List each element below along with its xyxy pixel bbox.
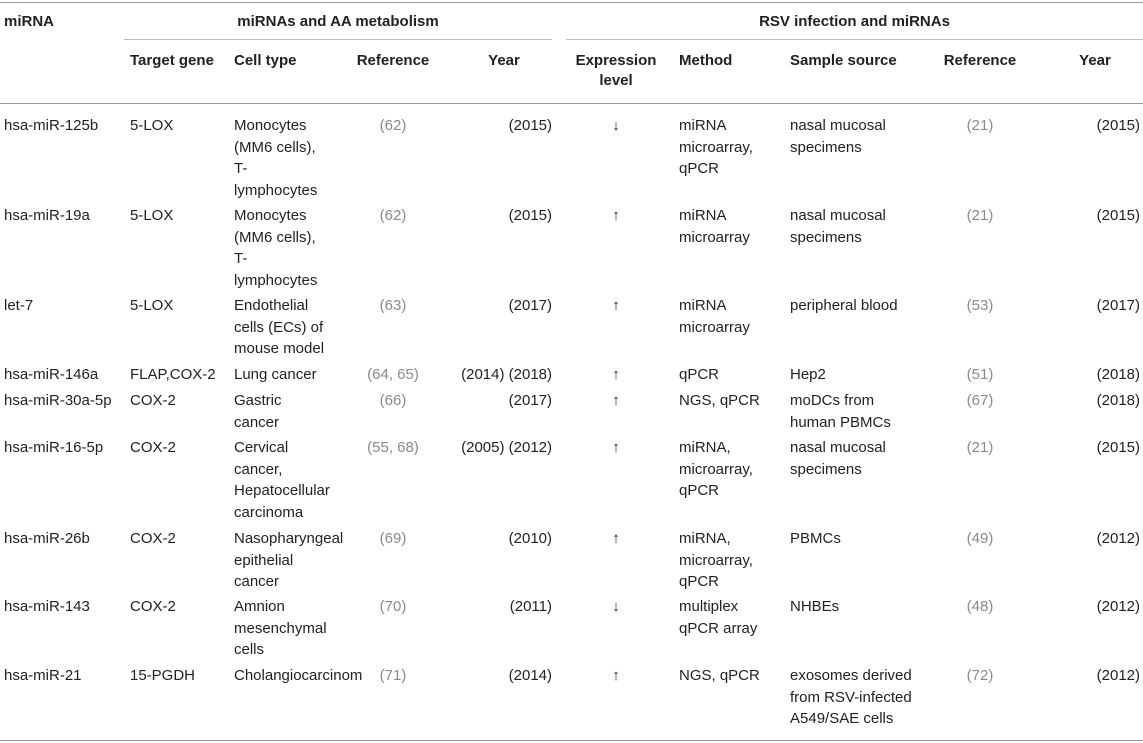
row-cell-type: Gastric cancer <box>234 392 282 431</box>
row-rsv-year: (2012) <box>1096 598 1140 615</box>
row-mirna: hsa-miR-30a-5p <box>4 392 112 409</box>
row-expression: ↓ <box>612 598 620 615</box>
row-method: miRNA microarray <box>679 297 750 336</box>
row-rsv-year: (2012) <box>1096 667 1140 684</box>
sample-source-header: Sample source <box>790 52 897 69</box>
row-cell-type: Cholangiocarcinom <box>234 667 363 684</box>
aa-group-header: miRNAs and AA metabolism <box>237 13 439 30</box>
rsv-group-underline <box>566 39 1143 40</box>
target-gene-header: Target gene <box>130 52 214 69</box>
row-rsv-reference[interactable]: (67) <box>966 392 994 409</box>
row-mirna: hsa-miR-143 <box>4 598 90 615</box>
row-sample-source: nasal mucosal specimens <box>790 439 886 478</box>
row-method: miRNA, microarray, qPCR <box>679 530 753 591</box>
row-aa-year: (2010) <box>508 530 552 547</box>
row-rsv-reference[interactable]: (21) <box>966 207 994 224</box>
row-target-gene: COX-2 <box>130 392 176 409</box>
row-aa-reference[interactable]: (55, 68) <box>367 439 419 456</box>
row-aa-reference[interactable]: (62) <box>379 207 407 224</box>
rsv-reference-header: Reference <box>943 52 1017 69</box>
row-aa-reference[interactable]: (62) <box>379 117 407 134</box>
row-expression: ↑ <box>612 297 620 314</box>
row-cell-type: Amnion mesenchymal cells <box>234 598 327 659</box>
row-aa-year: (2014) (2018) <box>461 366 552 383</box>
row-expression: ↑ <box>612 667 620 684</box>
row-aa-year: (2014) <box>508 667 552 684</box>
row-sample-source: nasal mucosal specimens <box>790 207 886 246</box>
row-rsv-reference[interactable]: (51) <box>966 366 994 383</box>
row-sample-source: nasal mucosal specimens <box>790 117 886 156</box>
row-mirna: let-7 <box>4 297 34 314</box>
row-aa-year: (2015) <box>508 117 552 134</box>
row-cell-type: Monocytes (MM6 cells), T- lymphocytes <box>234 117 318 199</box>
row-method: NGS, qPCR <box>679 667 760 684</box>
row-target-gene: COX-2 <box>130 530 176 547</box>
row-aa-reference[interactable]: (70) <box>379 598 407 615</box>
expression-level-header: Expression level <box>575 52 657 89</box>
row-cell-type: Cervical cancer, Hepatocellular carcinoma <box>234 439 330 521</box>
row-sample-source: Hep2 <box>790 366 826 383</box>
row-expression: ↑ <box>612 530 620 547</box>
mirna-column-header: miRNA <box>4 13 55 30</box>
row-aa-reference[interactable]: (66) <box>379 392 407 409</box>
row-cell-type: Endothelial cells (ECs) of mouse model <box>234 297 325 358</box>
row-expression: ↓ <box>612 117 620 134</box>
aa-reference-header: Reference <box>356 52 430 69</box>
row-cell-type: Lung cancer <box>234 366 317 383</box>
row-mirna: hsa-miR-125b <box>4 117 99 134</box>
row-mirna: hsa-miR-21 <box>4 667 82 684</box>
row-aa-year: (2005) (2012) <box>461 439 552 456</box>
row-rsv-reference[interactable]: (72) <box>966 667 994 684</box>
row-method: qPCR <box>679 366 720 383</box>
row-rsv-year: (2018) <box>1096 392 1140 409</box>
row-rsv-reference[interactable]: (21) <box>966 439 994 456</box>
row-mirna: hsa-miR-146a <box>4 366 99 383</box>
row-method: miRNA microarray, qPCR <box>679 117 753 178</box>
method-header: Method <box>679 52 733 69</box>
row-target-gene: COX-2 <box>130 598 176 615</box>
row-rsv-reference[interactable]: (53) <box>966 297 994 314</box>
header-bottom-rule <box>0 103 1143 104</box>
row-aa-year: (2011) <box>509 598 552 615</box>
row-aa-reference[interactable]: (69) <box>379 530 407 547</box>
row-cell-type: Monocytes (MM6 cells), T- lymphocytes <box>234 207 318 289</box>
row-method: miRNA, microarray, qPCR <box>679 439 753 500</box>
rsv-year-header: Year <box>1079 52 1111 69</box>
row-target-gene: COX-2 <box>130 439 176 456</box>
row-cell-type: Nasopharyngeal epithelial cancer <box>234 530 344 591</box>
row-rsv-year: (2015) <box>1096 439 1140 456</box>
row-expression: ↑ <box>612 439 620 456</box>
row-rsv-year: (2018) <box>1096 366 1140 383</box>
row-method: miRNA microarray <box>679 207 750 246</box>
row-expression: ↑ <box>612 392 620 409</box>
row-aa-year: (2015) <box>508 207 552 224</box>
row-rsv-year: (2017) <box>1096 297 1140 314</box>
row-mirna: hsa-miR-26b <box>4 530 90 547</box>
row-method: multiplex qPCR array <box>679 598 758 637</box>
table-top-rule <box>0 2 1143 3</box>
row-sample-source: PBMCs <box>790 530 841 547</box>
row-sample-source: NHBEs <box>790 598 840 615</box>
row-aa-year: (2017) <box>508 392 552 409</box>
row-rsv-reference[interactable]: (49) <box>966 530 994 547</box>
row-target-gene: 15-PGDH <box>130 667 196 684</box>
row-aa-reference[interactable]: (63) <box>379 297 407 314</box>
table-bottom-rule <box>0 740 1143 741</box>
row-aa-reference[interactable]: (64, 65) <box>367 366 419 383</box>
row-target-gene: 5-LOX <box>130 207 174 224</box>
row-method: NGS, qPCR <box>679 392 760 409</box>
row-expression: ↑ <box>612 366 620 383</box>
cell-type-header: Cell type <box>234 52 297 69</box>
aa-group-underline <box>124 39 552 40</box>
row-sample-source: moDCs from human PBMCs <box>790 392 891 431</box>
row-rsv-reference[interactable]: (21) <box>966 117 994 134</box>
row-rsv-year: (2015) <box>1096 117 1140 134</box>
row-sample-source: peripheral blood <box>790 297 898 314</box>
rsv-group-header: RSV infection and miRNAs <box>759 13 950 30</box>
row-sample-source: exosomes derived from RSV-infected A549/SAE cells <box>790 667 912 728</box>
row-target-gene: FLAP,COX-2 <box>130 366 216 383</box>
row-aa-year: (2017) <box>508 297 552 314</box>
row-rsv-year: (2015) <box>1096 207 1140 224</box>
row-target-gene: 5-LOX <box>130 117 174 134</box>
aa-year-header: Year <box>488 52 520 69</box>
row-mirna: hsa-miR-16-5p <box>4 439 104 456</box>
row-mirna: hsa-miR-19a <box>4 207 90 224</box>
row-aa-reference[interactable]: (71) <box>379 667 407 684</box>
row-rsv-reference[interactable]: (48) <box>966 598 994 615</box>
row-expression: ↑ <box>612 207 620 224</box>
row-rsv-year: (2012) <box>1096 530 1140 547</box>
row-target-gene: 5-LOX <box>130 297 174 314</box>
